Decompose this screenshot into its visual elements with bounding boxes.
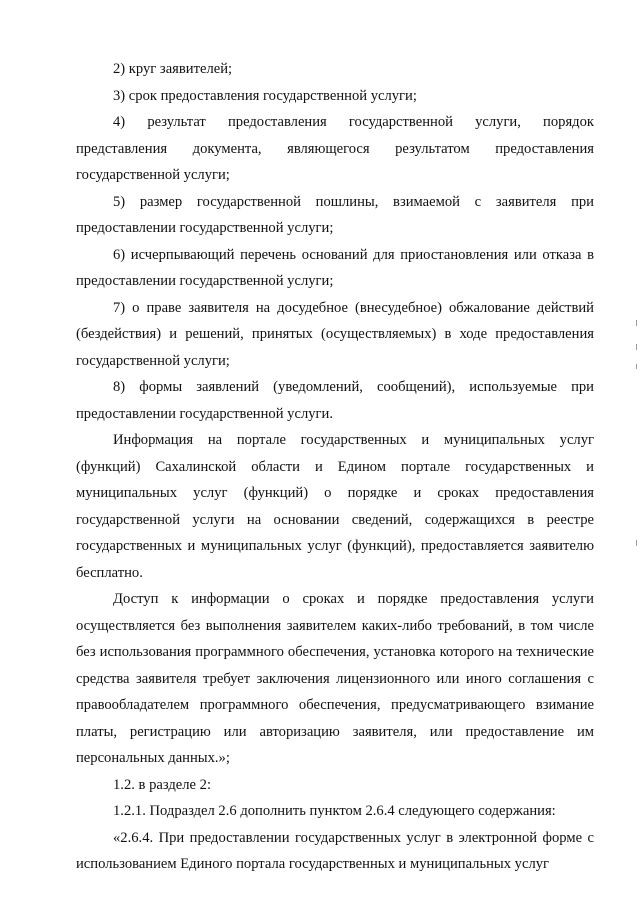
list-item-application-forms: 8) формы заявлений (уведомлений, сообщений), используемые при предоставлении государственной услуги. — [76, 379, 594, 422]
document-page — [76, 56, 594, 878]
paragraph-portal-information: Информация на портале государственных и муниципальных услуг (функций) Сахалинской области и Едином портале государственных и муниципальных услуг (функций) о порядке и сроках предоставления государственной услуги на основании сведений, содержащихся в реестре государственных и муниципальных услуг (функций), предоставляется заявителю бесплатно. — [76, 432, 594, 581]
paragraph-section-2: 1.2. в разделе 2: — [113, 776, 212, 793]
paragraph-information-access: Доступ к информации о сроках и порядке предоставления услуги осуществляется без выполнения заявителем каких-либо требований, в том числе без использования программного обеспечения, установка которого на технические средства заявителя требует заключения лицензионного или иного соглашения с правообладателем программного обеспечения, предусматривающего взимание платы, регистрацию или авторизацию заявителя, или предоставление им персональных данных.»; — [76, 591, 594, 766]
scan-edge-mark — [636, 320, 637, 326]
list-item-service-result: 4) результат предоставления государственной услуги, порядок представления документа, являющегося результатом предоставления государственной услуги; — [76, 114, 594, 183]
list-item-state-fee: 5) размер государственной пошлины, взимаемой с заявителя при предоставлении государственной услуги; — [76, 193, 594, 236]
scan-edge-mark — [636, 540, 637, 546]
list-item-applicants: 2) круг заявителей; — [113, 61, 233, 77]
scan-edge-mark — [636, 344, 637, 350]
paragraph-subsection-2-6: 1.2.1. Подраздел 2.6 дополнить пунктом 2.6.4 следующего содержания: — [113, 803, 556, 819]
list-item-refusal-grounds: 6) исчерпывающий перечень оснований для приостановления или отказа в предоставлении государственной услуги; — [76, 246, 594, 289]
list-item-appeal-right: 7) о праве заявителя на досудебное (внесудебное) обжалование действий (бездействия) и решений, принятых (осуществляемых) в ходе предоставления государственной услуги; — [76, 299, 594, 369]
paragraph-clause-2-6-4: «2.6.4. При предоставлении государственных услуг в электронной форме с использованием Единого портала государственных и муниципальных услуг — [76, 829, 594, 872]
list-item-service-term: 3) срок предоставления государственной услуги; — [113, 87, 417, 104]
scan-edge-mark — [636, 364, 637, 369]
